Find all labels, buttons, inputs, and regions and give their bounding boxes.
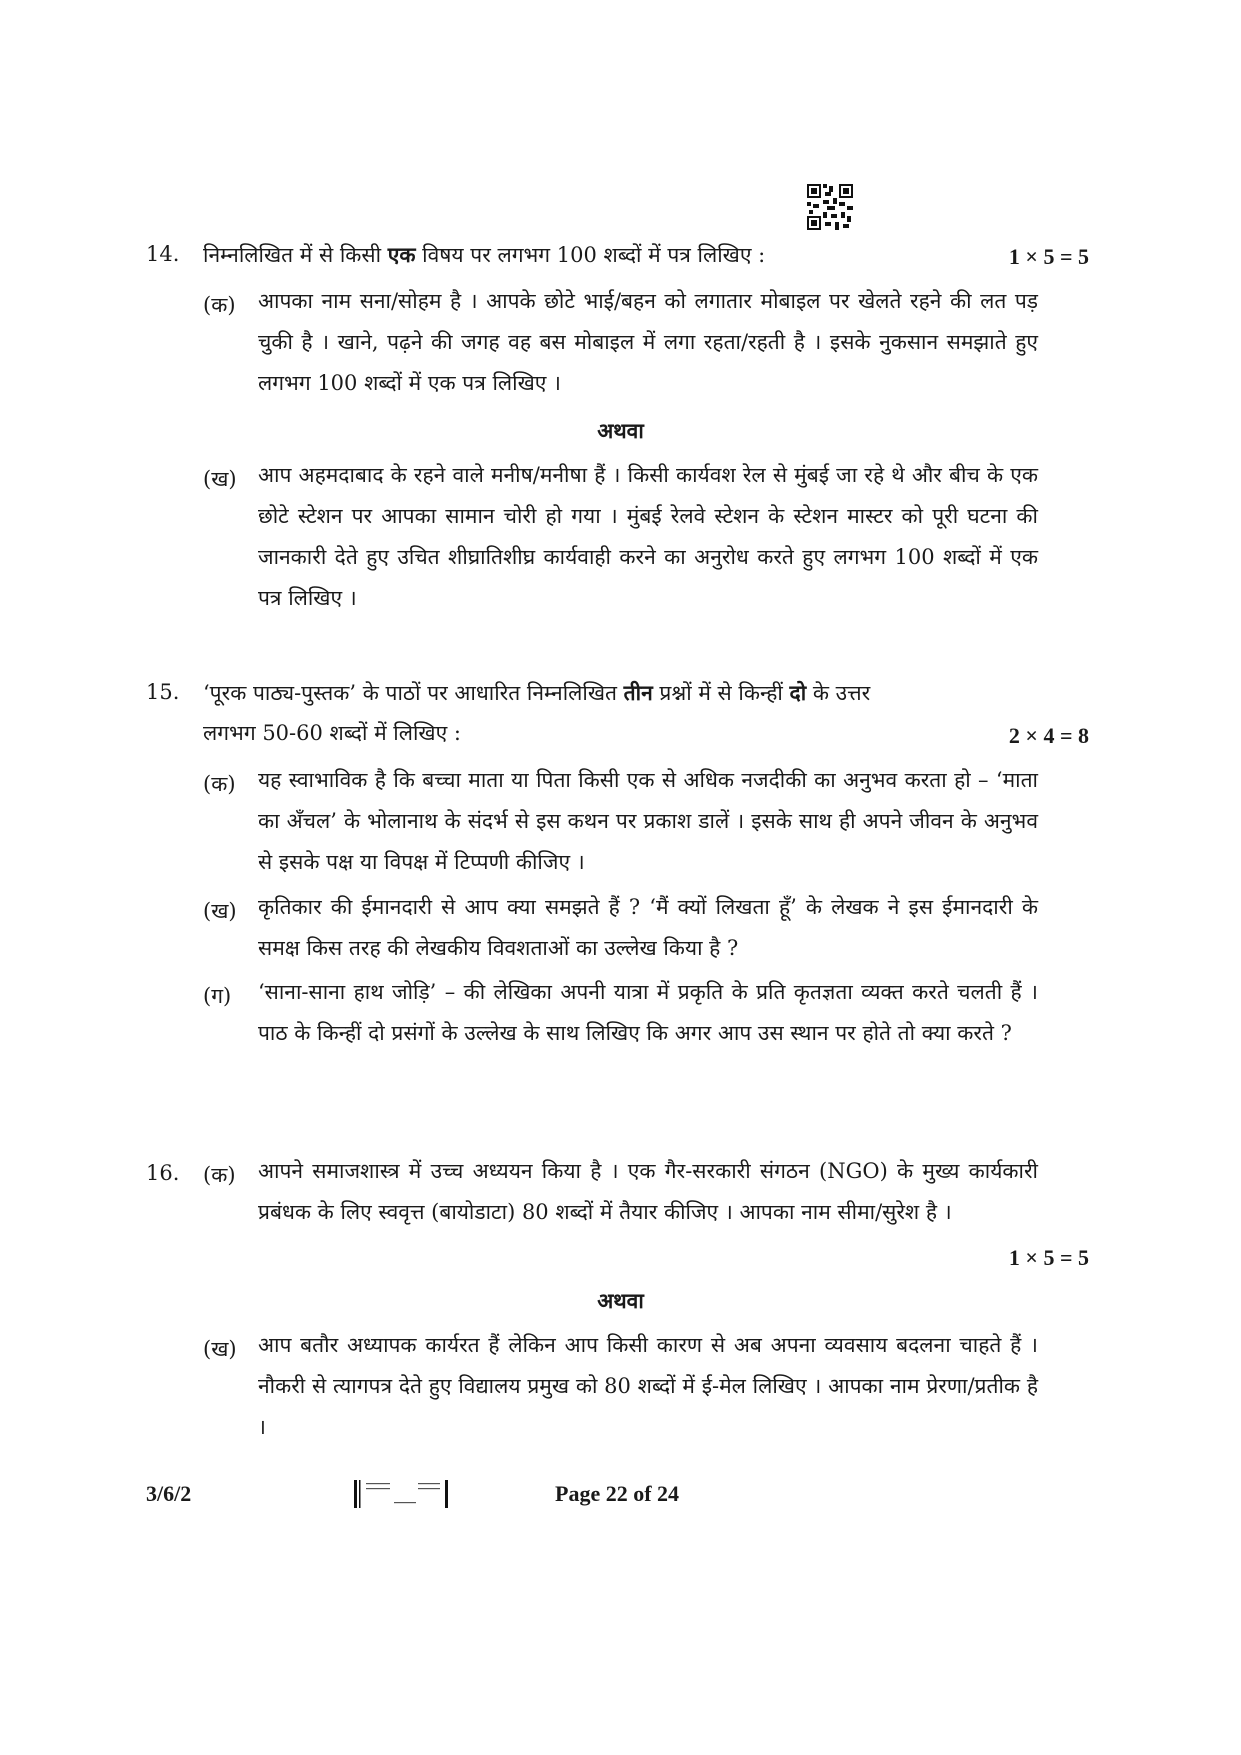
question-16b-label: (ख) — [203, 1337, 237, 1361]
question-14b-label: (ख) — [203, 467, 237, 491]
qr-code-icon — [807, 184, 853, 230]
question-15c-text: ‘साना-साना हाथ जोड़ि’ – की लेखिका अपनी यात्रा में प्रकृति के प्रति कृतज्ञता व्यक्त करते चलती हैं । पाठ के किन्हीं दो प्रसंगों के उल्लेख के साथ लिखिए कि अगर आप उस स्थान पर होते तो क्या करते ? — [258, 980, 1038, 1045]
page-number: Page 22 of 24 — [555, 1481, 680, 1506]
question-16-number: 16. — [146, 1161, 180, 1185]
barcode-icon — [354, 1480, 450, 1508]
question-14-number: 14. — [146, 242, 180, 266]
question-14-stem: निम्नलिखित में से किसी एक विषय पर लगभग 100 शब्दों में पत्र लिखिए : — [203, 242, 766, 267]
question-15-stem-line2: लगभग 50-60 शब्दों में लिखिए : — [203, 721, 461, 745]
question-16a-text: आपने समाजशास्त्र में उच्च अध्ययन किया है । एक गैर-सरकारी संगठन (NGO) के मुख्य कार्यकारी प्रबंधक के लिए स्ववृत्त (बायोडाटा) 80 शब्दों में तैयार कीजिए । आपका नाम सीमा/सुरेश है । — [258, 1159, 1038, 1224]
paper-code: 3/6/2 — [146, 1481, 192, 1506]
question-15-stem-line1: ‘पूरक पाठ्य-पुस्तक’ के पाठों पर आधारित निम्नलिखित तीन प्रश्नों में से किन्हीं दो के उत्तर — [203, 680, 871, 705]
question-14a-label: (क) — [203, 293, 236, 317]
question-14b-text: आप अहमदाबाद के रहने वाले मनीष/मनीषा हैं । किसी कार्यवश रेल से मुंबई जा रहे थे और बीच के एक छोटे स्टेशन पर आपका सामान चोरी हो गया । मुंबई रेलवे स्टेशन के स्टेशन मास्टर को पूरी घटना की जानकारी देते हुए उचित शीघ्रातिशीघ्र कार्यवाही करने का अनुरोध करते हुए लगभग 100 शब्दों में एक पत्र लिखिए । — [258, 463, 1038, 610]
question-16-or: अथवा — [597, 1288, 644, 1313]
question-15c-label: (ग) — [203, 984, 232, 1008]
question-15-number: 15. — [146, 680, 180, 704]
question-15b-label: (ख) — [203, 899, 237, 923]
question-14-marks: 1 × 5 = 5 — [1008, 244, 1089, 269]
question-16-marks: 1 × 5 = 5 — [1008, 1245, 1089, 1270]
question-15b-text: कृतिकार की ईमानदारी से आप क्या समझते हैं ? ‘मैं क्यों लिखता हूँ’ के लेखक ने इस ईमानदारी के समक्ष किस तरह की लेखकीय विवशताओं का उल्लेख किया है ? — [258, 895, 1038, 960]
question-15a-label: (क) — [203, 772, 236, 796]
question-14a-text: आपका नाम सना/सोहम है । आपके छोटे भाई/बहन को लगातार मोबाइल पर खेलते रहने की लत पड़ चुकी है । खाने, पढ़ने की जगह वह बस मोबाइल में लगा रहता/रहती है । इसके नुकसान समझाते हुए लगभग 100 शब्दों में एक पत्र लिखिए । — [258, 289, 1038, 395]
question-16b-text: आप बतौर अध्यापक कार्यरत हैं लेकिन आप किसी कारण से अब अपना व्यवसाय बदलना चाहते हैं । नौकरी से त्यागपत्र देते हुए विद्यालय प्रमुख को 80 शब्दों में ई-मेल लिखिए । आपका नाम प्रेरणा/प्रतीक है । — [258, 1333, 1038, 1439]
question-16a-label: (क) — [203, 1163, 236, 1187]
question-15-marks: 2 × 4 = 8 — [1008, 723, 1089, 748]
question-14-or: अथवा — [597, 418, 644, 443]
question-15a-text: यह स्वाभाविक है कि बच्चा माता या पिता किसी एक से अधिक नजदीकी का अनुभव करता हो – ‘माता का अँचल’ के भोलानाथ के संदर्भ से इस कथन पर प्रकाश डालें । इसके साथ ही अपने जीवन के अनुभव से इसके पक्ष या विपक्ष में टिप्पणी कीजिए । — [258, 768, 1038, 874]
